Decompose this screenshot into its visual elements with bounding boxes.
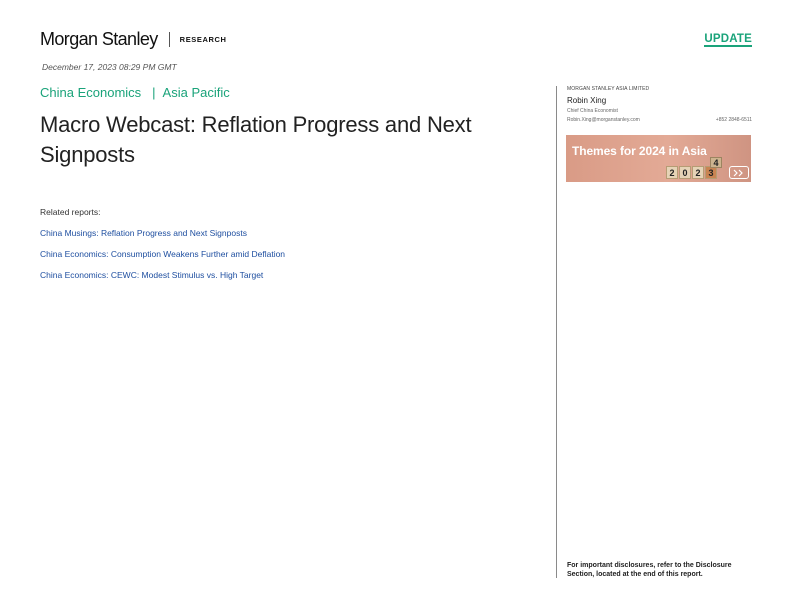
themes-banner[interactable] xyxy=(566,135,751,182)
report-date: December 17, 2023 08:29 PM GMT xyxy=(42,62,177,72)
report-region: Asia Pacific xyxy=(162,85,230,100)
analyst-firm: MORGAN STANLEY ASIA LIMITED xyxy=(567,86,650,92)
year-block: 2 xyxy=(666,166,678,179)
logo-divider xyxy=(169,32,170,47)
analyst-contact xyxy=(567,117,752,123)
banner-text: Themes for 2024 in Asia xyxy=(572,144,707,158)
morgan-stanley-logo xyxy=(40,29,227,50)
related-report-link[interactable]: China Economics: Consumption Weakens Further amid Deflation xyxy=(40,249,286,259)
year-block: 3 xyxy=(705,166,717,179)
analyst-card xyxy=(567,86,752,123)
subject-separator: | xyxy=(152,85,156,100)
analyst-title: Chief China Economist xyxy=(567,108,618,114)
disclosure-note: For important disclosures, refer to the Disclosure Section, located at the end of this report. xyxy=(567,562,732,578)
analyst-name: Robin Xing xyxy=(567,96,607,105)
report-subject-line xyxy=(40,85,230,100)
report-subject: China Economics xyxy=(40,85,142,100)
column-divider xyxy=(556,86,557,578)
update-badge: UPDATE xyxy=(704,33,752,45)
related-report-link[interactable]: China Economics: CEWC: Modest Stimulus vs. High Target xyxy=(40,270,264,280)
analyst-phone: +852 2848-6511 xyxy=(715,117,752,123)
year-block: 2 xyxy=(692,166,704,179)
analyst-email[interactable]: Robin.Xing@morganstanley.com xyxy=(567,117,640,123)
double-chevron-right-icon xyxy=(733,169,745,177)
related-report-link[interactable]: China Musings: Reflation Progress and Next Signposts xyxy=(40,228,247,238)
year-block-top: 4 xyxy=(710,157,722,168)
report-title: Macro Webcast: Reflation Progress and Next Signposts xyxy=(40,112,472,167)
related-reports-label: Related reports: xyxy=(40,207,101,217)
year-block: 0 xyxy=(679,166,691,179)
brand-section: RESEARCH xyxy=(179,35,227,44)
related-reports-list xyxy=(40,228,285,291)
banner-arrow-button[interactable] xyxy=(729,166,749,179)
brand-name: Morgan Stanley xyxy=(40,29,158,49)
